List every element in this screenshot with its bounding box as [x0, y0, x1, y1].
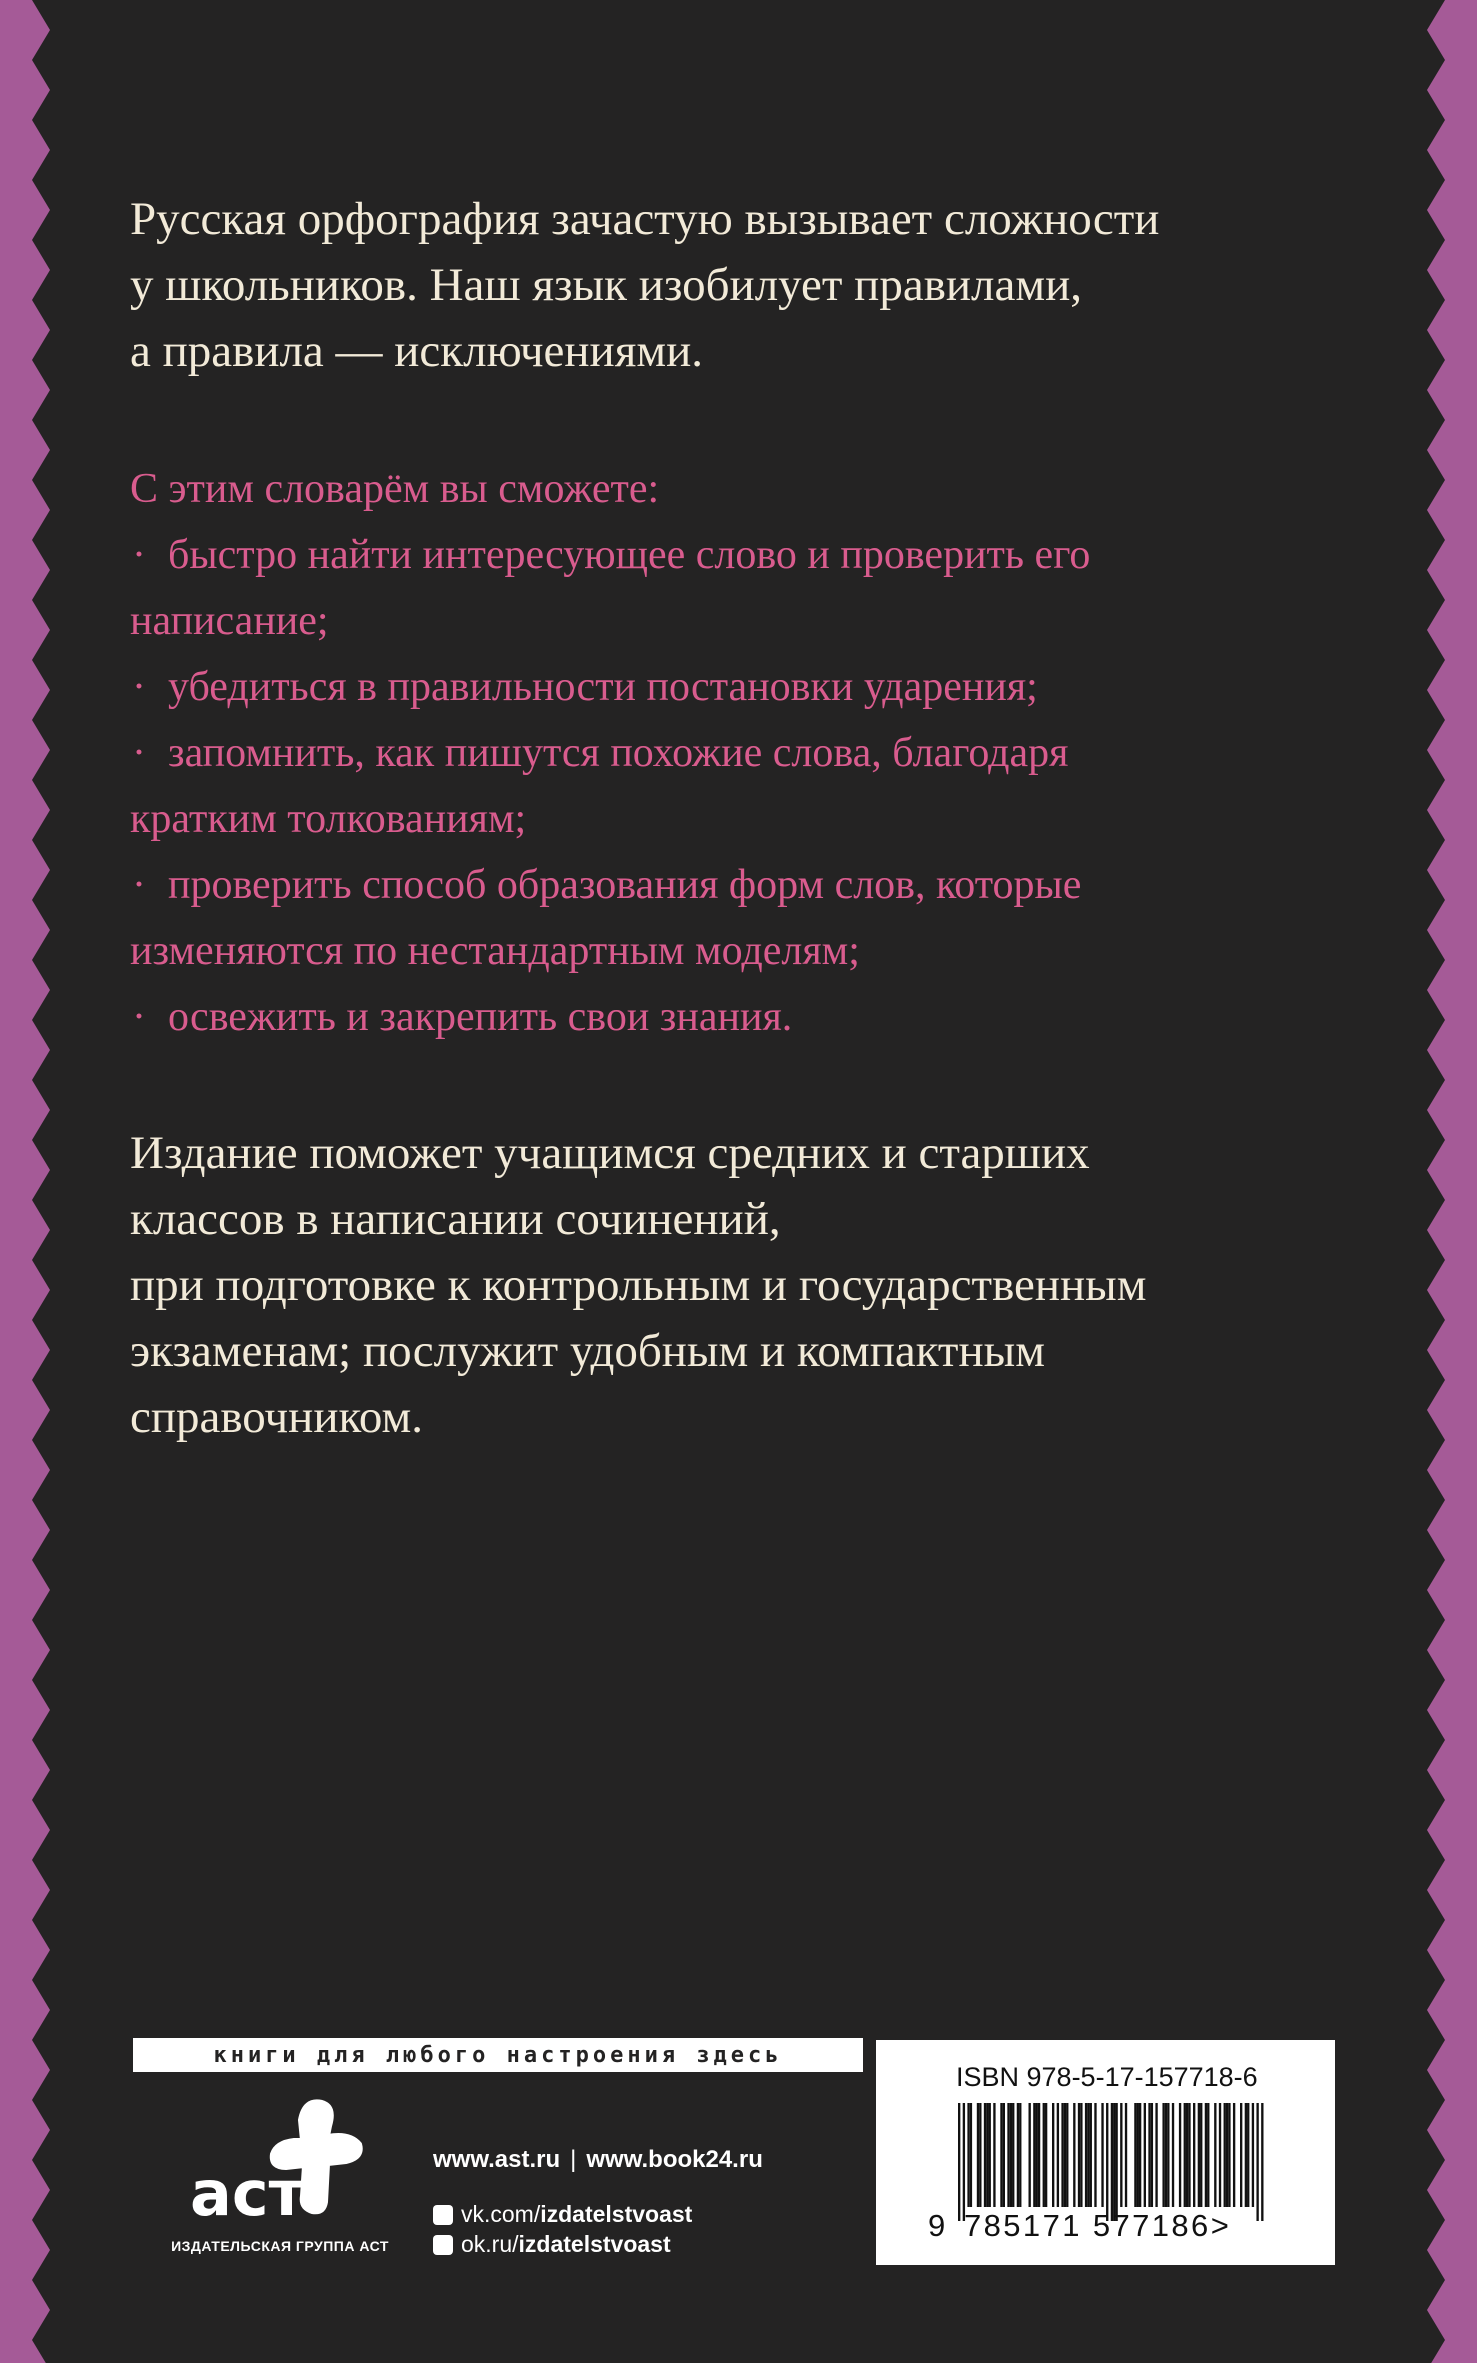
barcode-bar [1057, 2103, 1059, 2207]
barcode-bar [1167, 2103, 1169, 2207]
barcode-bar [1148, 2103, 1150, 2207]
intro-line: а правила — исключениями. [130, 325, 703, 377]
barcode-bar [1144, 2103, 1146, 2207]
outro-line: при подготовке к контрольным и государственным [130, 1259, 1147, 1311]
barcode-bar [1172, 2103, 1174, 2207]
barcode-bar [1033, 2103, 1035, 2207]
barcode-bar [1101, 2103, 1103, 2207]
barcode-bar [1155, 2103, 1157, 2207]
barcode-bar [1214, 2103, 1216, 2207]
vk-handle: izdatelstvoast [540, 2200, 693, 2227]
barcode-bar [1188, 2103, 1190, 2207]
ast-site-link[interactable]: www.ast.ru [433, 2146, 561, 2173]
features-list [130, 456, 1260, 1050]
barcode-bar [1090, 2103, 1092, 2207]
barcode-bar [1038, 2103, 1040, 2207]
logo-caption: ИЗДАТЕЛЬСКАЯ ГРУППА АСТ [171, 2238, 389, 2254]
feature-text: быстро найти интересующее слово и проверить его [168, 532, 1091, 578]
bullet-icon: · [132, 532, 146, 578]
features-title: С этим словарём вы сможете: [130, 466, 660, 512]
publisher-logo [150, 2090, 410, 2270]
barcode-bar [1137, 2103, 1139, 2207]
logo-text: аст [190, 2157, 305, 2230]
barcode-bar [1113, 2103, 1115, 2221]
intro-paragraph [130, 186, 1260, 384]
barcode-bar [1139, 2103, 1141, 2207]
barcode-bar [984, 2103, 986, 2207]
barcode-bar [1233, 2103, 1235, 2207]
barcode-bar [1120, 2103, 1122, 2207]
barcode-bar [1219, 2103, 1221, 2207]
feature-text: запомнить, как пишутся похожие слова, благодаря [168, 730, 1069, 776]
barcode-bar [1087, 2103, 1089, 2207]
barcode-bar [1085, 2103, 1087, 2207]
barcode-bar [1080, 2103, 1082, 2207]
barcode-bar [1134, 2103, 1136, 2207]
barcode-bar [963, 2103, 965, 2221]
feature-text: освежить и закрепить свои знания. [168, 994, 793, 1040]
barcode-bar [1226, 2103, 1228, 2207]
barcode-bar [1111, 2103, 1113, 2221]
barcode-bar [1198, 2103, 1200, 2207]
outro-paragraph [130, 1120, 1260, 1450]
barcode-bar [1184, 2103, 1186, 2207]
book24-site-link[interactable]: www.book24.ru [586, 2146, 763, 2173]
ok-prefix: ok.ru/ [461, 2230, 519, 2257]
barcode-bar [993, 2103, 995, 2207]
feature-item-continuation: кратким толкованиям; [130, 796, 527, 842]
ean-first-digit: 9 [928, 2208, 946, 2243]
barcode-bar [989, 2103, 991, 2207]
vk-row[interactable] [433, 2199, 763, 2229]
bullet-icon: · [132, 862, 146, 908]
vk-prefix: vk.com/ [461, 2200, 541, 2227]
ean-arrow: > [1210, 2208, 1232, 2243]
left-zigzag-border [0, 0, 50, 2363]
right-zigzag-border [1427, 0, 1477, 2363]
feature-item-continuation: написание; [130, 598, 329, 644]
outro-line: Издание поможет учащимся средних и старших [130, 1127, 1090, 1179]
barcode-bar [1017, 2103, 1019, 2207]
barcode-bar [1007, 2103, 1009, 2207]
barcode-bar [1052, 2103, 1054, 2207]
barcode-bar [1045, 2103, 1047, 2207]
barcode-bar [1252, 2103, 1254, 2207]
barcode-bar [1261, 2103, 1263, 2221]
barcode-bar [1193, 2103, 1195, 2207]
barcode-bar [986, 2103, 988, 2207]
barcode-bar [1012, 2103, 1014, 2207]
isbn-text: ISBN 978-5-17-157718-6 [956, 2062, 1258, 2092]
feature-item [130, 654, 1260, 720]
barcode-bar [1228, 2103, 1230, 2207]
ast-logo [150, 2090, 410, 2235]
feature-text: проверить способ образования форм слов, которые [168, 862, 1082, 908]
ok-icon [433, 2235, 453, 2255]
barcode-bar [1162, 2103, 1164, 2207]
barcode-bar [958, 2103, 960, 2221]
barcode-bar [1125, 2103, 1127, 2207]
feature-text: убедиться в правильности постановки ударения; [168, 664, 1038, 710]
feature-item [130, 852, 1260, 918]
barcode-bar [1165, 2103, 1167, 2207]
barcode-bar [967, 2103, 969, 2207]
link-separator: | [570, 2146, 577, 2173]
barcode-bar [1078, 2103, 1080, 2207]
barcode-bar [1200, 2103, 1202, 2207]
barcode-bar [1106, 2103, 1108, 2221]
outro-line: экзаменам; послужит удобным и компактным [130, 1325, 1045, 1377]
barcode-bar [1073, 2103, 1075, 2207]
barcode-bar [1207, 2103, 1209, 2207]
ok-handle: izdatelstvoast [518, 2230, 671, 2257]
barcode-bar [1019, 2103, 1021, 2207]
barcode-bar [1043, 2103, 1045, 2207]
barcode-bar [1000, 2103, 1002, 2207]
barcode-bar [1179, 2103, 1181, 2207]
barcode-bar [1003, 2103, 1005, 2207]
barcode-bar [1036, 2103, 1038, 2207]
outro-line: классов в написании сочинений, [130, 1193, 781, 1245]
ean-digits [964, 2208, 1231, 2244]
websites-row [433, 2141, 763, 2179]
bullet-icon: · [132, 730, 146, 776]
feature-item [130, 522, 1260, 588]
ean-number: 785171 577186 [964, 2208, 1211, 2243]
outro-line: справочником. [130, 1391, 424, 1443]
bullet-icon: · [132, 664, 146, 710]
barcode-box [876, 2040, 1335, 2265]
barcode-bar [979, 2103, 981, 2207]
barcode-bar [1186, 2103, 1188, 2207]
barcode-bar [1094, 2103, 1096, 2207]
intro-line: Русская орфография зачастую вызывает сложности [130, 193, 1160, 245]
barcode-bar [1066, 2103, 1068, 2207]
feature-item-continuation: изменяются по нестандартным моделям; [130, 928, 860, 974]
barcode-bar [1256, 2103, 1258, 2221]
barcode-bar [1010, 2103, 1012, 2207]
barcode-bar [1224, 2103, 1226, 2207]
feature-item [130, 984, 1260, 1050]
slogan-bar: книги для любого настроения здесь [133, 2038, 863, 2072]
feature-item [130, 720, 1260, 786]
barcode-bar [970, 2103, 972, 2207]
bullet-icon: · [132, 994, 146, 1040]
barcode-bar [1115, 2103, 1117, 2221]
barcode-bar [977, 2103, 979, 2207]
barcode-bar [1029, 2103, 1031, 2207]
barcode-bar [1205, 2103, 1207, 2207]
publisher-links [433, 2141, 763, 2259]
barcode-bar [1064, 2103, 1066, 2207]
barcode-bar [1240, 2103, 1242, 2207]
barcode-bar [1061, 2103, 1063, 2207]
ok-row[interactable] [433, 2229, 763, 2259]
barcode-bar [1247, 2103, 1249, 2207]
vk-icon [433, 2205, 453, 2225]
barcode-bar [1151, 2103, 1153, 2207]
zigzag-shape [1427, 0, 1477, 2363]
intro-line: у школьников. Наш язык изобилует правилами, [130, 259, 1083, 311]
zigzag-shape [0, 0, 50, 2363]
barcode-bar [1245, 2103, 1247, 2207]
